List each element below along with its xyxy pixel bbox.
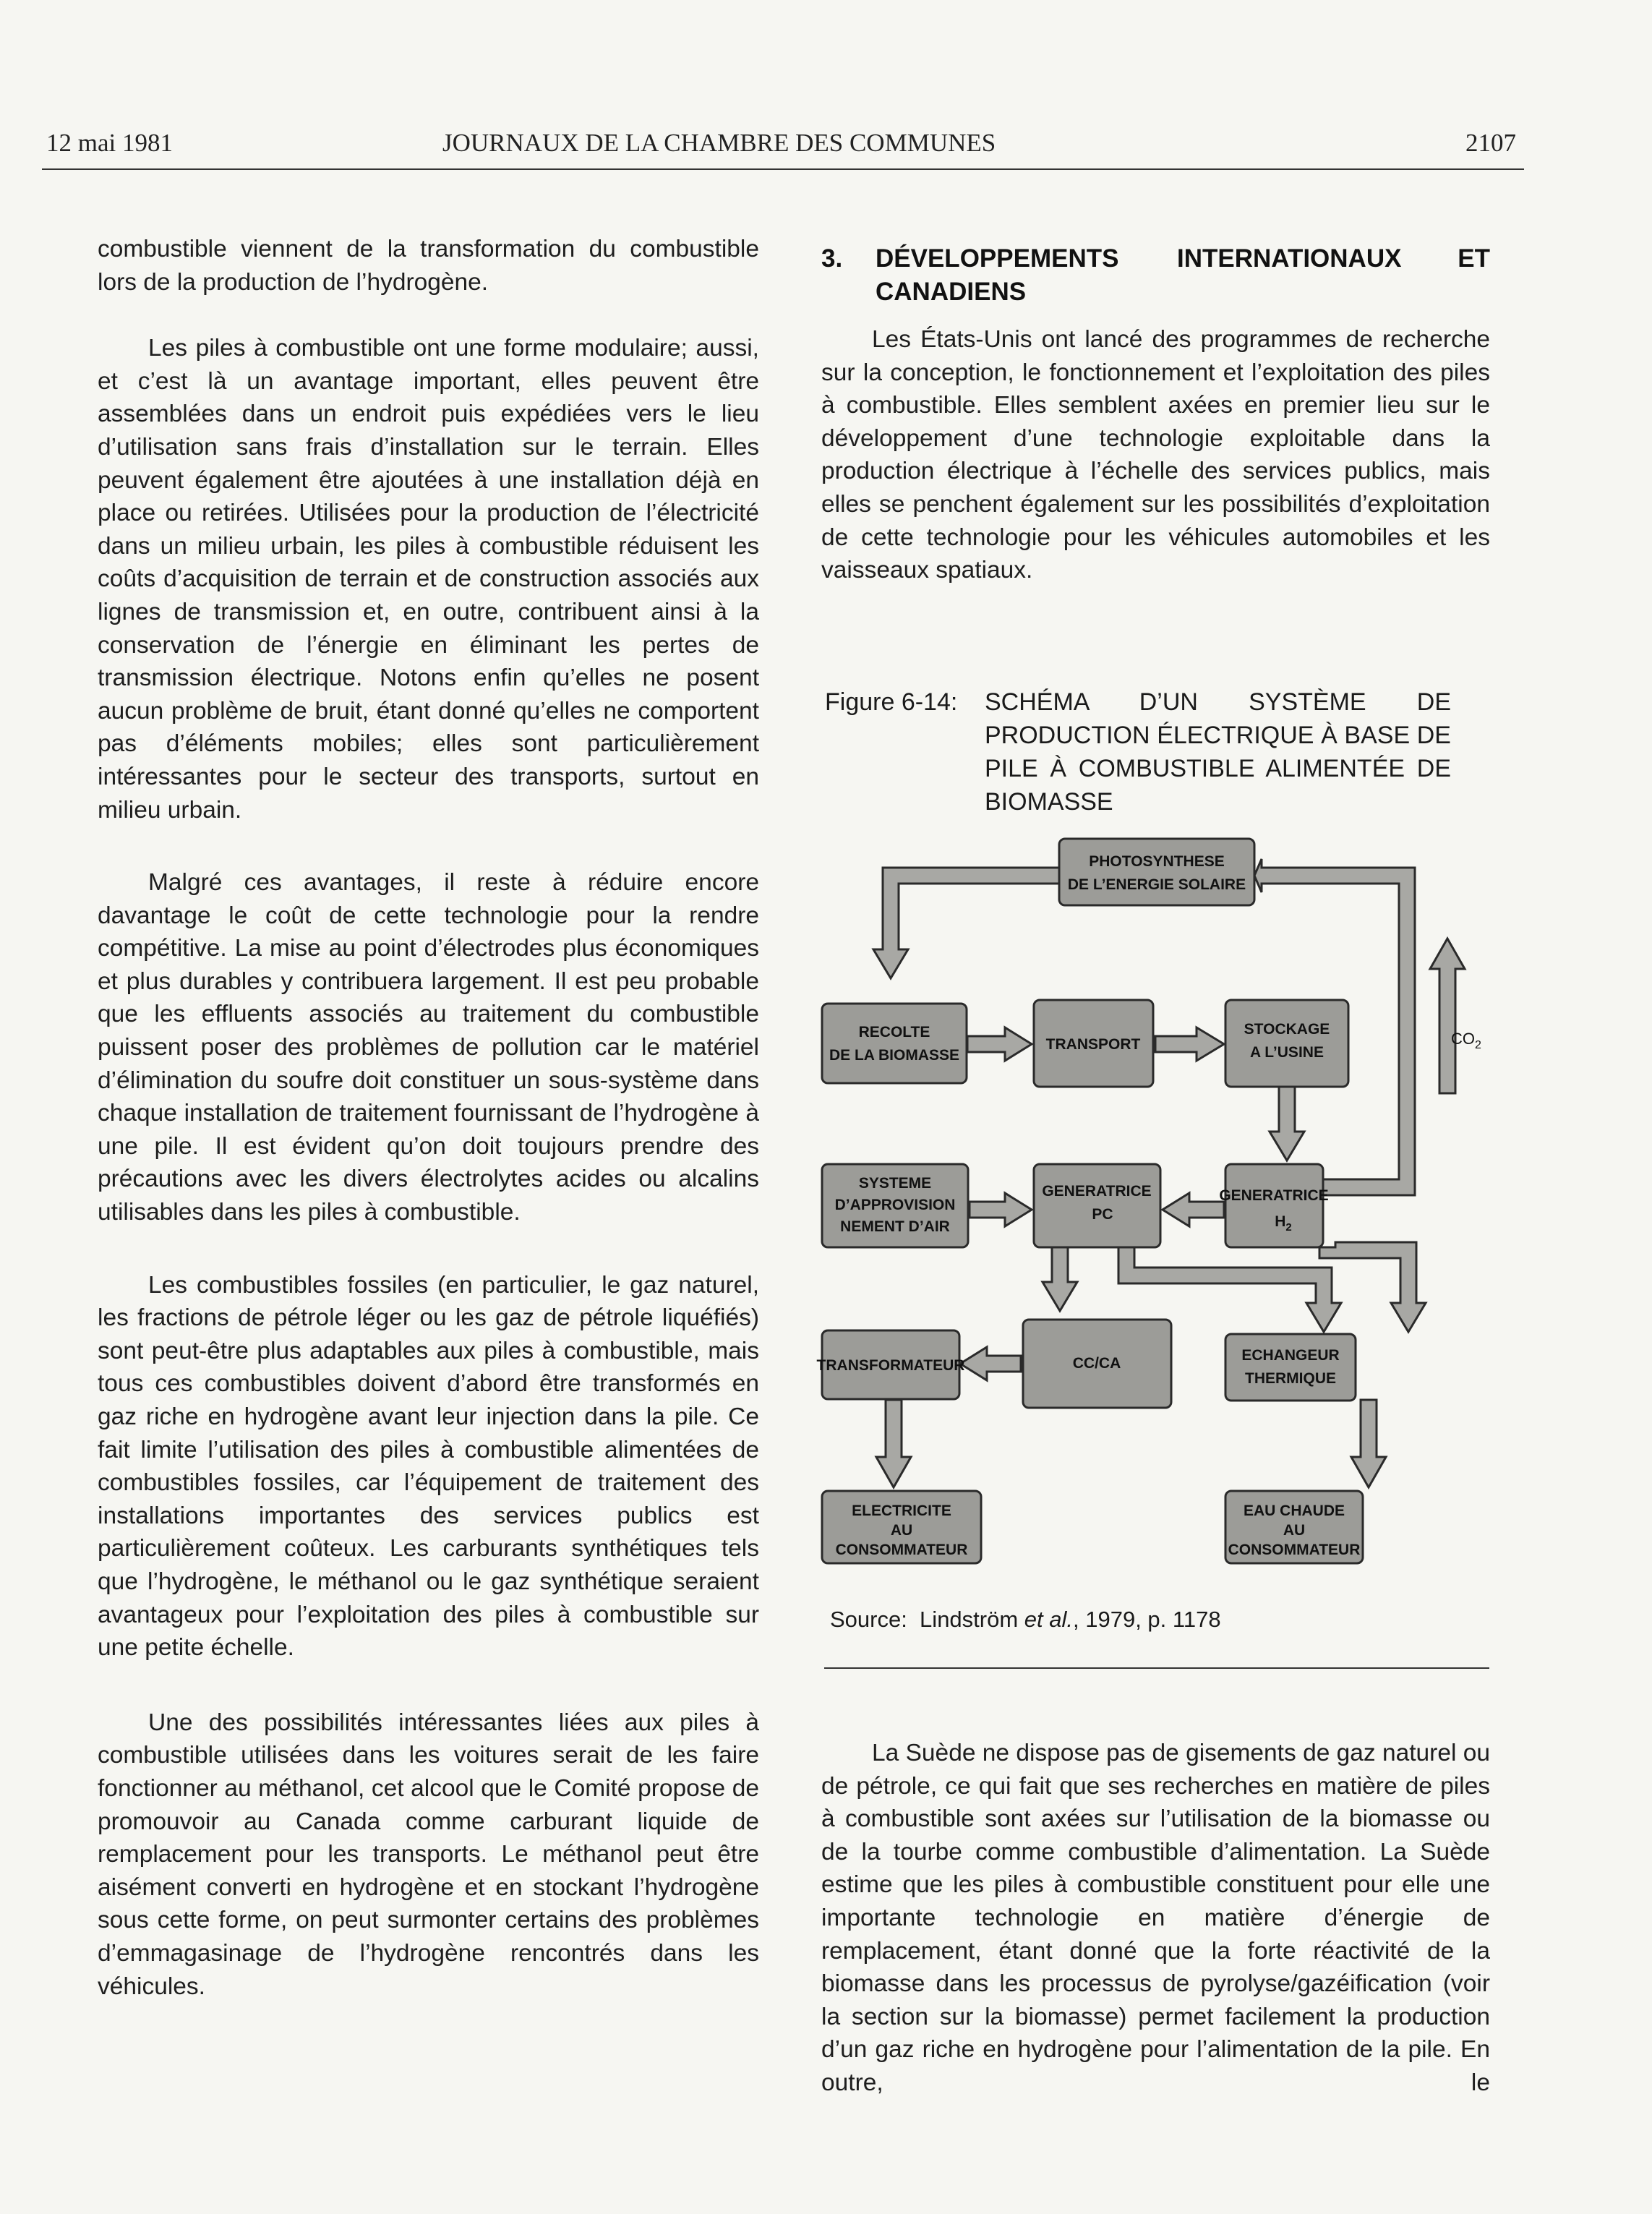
box-generatrice-h2-line-1: GENERATRICE: [1219, 1187, 1329, 1204]
left-column: [98, 233, 759, 2003]
box-recolte: [822, 1004, 967, 1083]
box-eau-line-1: EAU CHAUDE: [1243, 1503, 1345, 1519]
arrow-ccca-to-transformateur: [960, 1347, 1021, 1380]
source-suffix: , 1979, p. 1178: [1073, 1607, 1221, 1632]
box-electricite: [822, 1491, 981, 1563]
box-photosynthese-line-1: PHOTOSYNTHESE: [1089, 853, 1225, 870]
left-paragraph-3: Malgré ces avantages, il reste à réduire encore davantage le coût de cette technologie pour la rendre compétitive. La mise au point d’électrodes plus économiques et plus durables y contribuera largement. Il est peu probable que les effluents associés au traitement du combustible puissent poser des problèmes de pollution car le matériel d’élimination du soufre doit constituer un sous-système dans chaque installation de traitement fournissant de l’hydrogène à une pile. Il est évident qu’on doit toujours prendre des précautions avec les divers électrolytes acides ou alcalins utilisables dans les piles à combustible.: [98, 869, 759, 1226]
box-transport: [1034, 1000, 1153, 1087]
section-title-word-1: DÉVELOPPEMENTS: [876, 244, 1119, 273]
box-systeme-line-2: D’APPROVISION: [834, 1197, 956, 1213]
left-paragraph-1: combustible viennent de la transformation du combustible lors de la production de l’hydrogène.: [98, 236, 759, 296]
box-photosynthese: [1059, 839, 1254, 905]
arrow-transport-to-stockage: [1155, 1027, 1224, 1061]
section-title-word-4: CANADIENS: [876, 278, 1027, 306]
box-generatrice-h2: [1219, 1164, 1328, 1247]
left-paragraph-5: Une des possibilités intéressantes liées aux piles à combustible utilisées dans les voitures serait de les faire fonctionner au méthanol, cet alcool que le Comité propose de promouvoir au Canada comme carburant liquide de remplacement pour les transports. Le méthanol peut être aisément converti en hydrogène et en stockant l’hydrogène sous cette forme, on peut surmonter certains des problèmes d’emmagasinage de l’hydrogène rencontrés dans les véhicules.: [98, 1709, 759, 2000]
box-electricite-line-1: ELECTRICITE: [852, 1503, 951, 1519]
box-echangeur: [1225, 1334, 1356, 1401]
figure-source: [830, 1607, 1221, 1633]
right-paragraph-1: Les États-Unis ont lancé des programmes de recherche sur la conception, le fonctionnement et l’exploitation des piles à combustible. Elles semblent axées en premier lieu sur le développement d’une technologie exploitable dans la production électrique à l’échelle des services publics, mais elles se penchent également sur les possibilités d’exploitation de cette technologie pour les véhicules automobiles et les vaisseaux spatiaux.: [821, 326, 1490, 584]
figure-title: SCHÉMA D’UN SYSTÈME DE PRODUCTION ÉLECTRIQUE À BASE DE PILE À COMBUSTIBLE ALIMENTÉE DE BIOMASSE: [985, 688, 1451, 816]
box-electricite-line-2: AU: [890, 1522, 913, 1539]
arrow-h2-to-pc: [1163, 1193, 1224, 1226]
co2-label: $CO_2$: [1451, 1030, 1481, 1051]
box-recolte-line-1: RECOLTE: [858, 1024, 930, 1040]
box-transport-label: TRANSPORT: [1045, 1036, 1141, 1053]
arrow-pc-to-ccca: [1043, 1247, 1077, 1311]
header-date: 12 mai 1981: [46, 129, 173, 157]
box-systeme-line-1: SYSTEME: [858, 1175, 932, 1192]
arrow-photosynthese-to-recolte: [873, 868, 1059, 978]
left-paragraph-4: Les combustibles fossiles (en particulier, le gaz naturel, les fractions de pétrole léger ou les gaz de pétrole liquéfiés) sont peut-être plus adaptables aux piles à combustible, mais tous ces combustibles doivent d’abord être transformés en gaz riche en hydrogène avant leur injection dans la pile. Ce fait limite l’utilisation des piles à combustible alimentées de combustibles fossiles, car l’équipement de traitement des installations importantes des services publics est particulièrement coûteux. Les carburants synthétiques tels que l’hydrogène, le méthanol ou le gaz synthétique seraient avantageux pour l’exploitation des piles à combustible sur une petite échelle.: [98, 1271, 759, 1662]
box-photosynthese-line-2: DE L’ENERGIE SOLAIRE: [1067, 876, 1246, 893]
figure-source-rule: [824, 1667, 1489, 1669]
section-title-word-3: ET: [1458, 244, 1490, 273]
box-recolte-line-2: DE LA BIOMASSE: [829, 1047, 960, 1064]
arrow-recolte-to-transport: [967, 1027, 1032, 1061]
fuel-cell-diagram: [813, 824, 1507, 1583]
box-stockage: [1225, 1000, 1348, 1087]
left-paragraph-2: Les piles à combustible ont une forme modulaire; aussi, et c’est là un avantage important, elles peuvent être assemblées dans un endroit puis expédiées vers le lieu d’utilisation sans frais d’installation sur le terrain. Elles peuvent également être ajoutées à une installation déjà en place ou retirées. Utilisées pour la production de l’électricité dans un milieu urbain, les piles à combustible réduisent les coûts d’acquisition de terrain et de construction associés aux lignes de transmission et, en outre, contribuent ainsi à la conservation de l’énergie en éliminant les pertes de transmission électrique. Notons enfin qu’elles ne posent aucun problème de bruit, étant donné qu’elles ne comportent pas d’éléments mobiles; elles sont particulièrement intéressantes pour le secteur des transports, surtout en milieu urbain.: [98, 335, 759, 824]
box-systeme: [822, 1164, 968, 1247]
header-title: JOURNAUX DE LA CHAMBRE DES COMMUNES: [442, 129, 996, 157]
box-generatrice-pc: [1034, 1164, 1160, 1247]
source-prefix: Source: Lindström: [830, 1607, 1024, 1632]
arrow-stockage-to-h2: [1270, 1086, 1304, 1161]
box-ccca-label: CC/CA: [1072, 1355, 1121, 1372]
box-transformateur-label: TRANSFORMATEUR: [816, 1357, 965, 1374]
source-italic: et al.: [1024, 1607, 1074, 1632]
running-header: [0, 129, 1652, 172]
box-echangeur-line-2: THERMIQUE: [1245, 1370, 1336, 1387]
box-eau-line-2: AU: [1283, 1522, 1306, 1539]
box-echangeur-line-1: ECHANGEUR: [1241, 1347, 1340, 1364]
figure-label: Figure 6-14:: [825, 688, 958, 716]
box-generatrice-h2-line-2: $H_2$: [1275, 1213, 1292, 1234]
arrow-systeme-to-pc: [970, 1193, 1032, 1226]
box-eau-line-3: CONSOMMATEUR: [1228, 1542, 1361, 1558]
section-title-word-2: INTERNATIONAUX: [1177, 244, 1402, 273]
box-generatrice-pc-line-1: GENERATRICE: [1042, 1183, 1152, 1200]
box-stockage-line-1: STOCKAGE: [1244, 1021, 1330, 1038]
right-paragraph-2: La Suède ne dispose pas de gisements de gaz naturel ou de pétrole, ce qui fait que ses recherches en matière de piles à combustible sont axées sur l’utilisation de la biomasse ou de la tourbe comme combustible d’alimentation. La Suède estime que les piles à combustible constituent pour elle une importante technologie en matière d’énergie de remplacement, étant donné que la forte réactivité de la biomasse dans les processus de pyrolyse/gazéification (voir la section sur la biomasse) permet facilement la production d’un gaz riche en hydrogène pour l’alimentation de la pile. En outre, le: [821, 1740, 1490, 2096]
box-electricite-line-3: CONSOMMATEUR: [835, 1542, 968, 1558]
box-generatrice-pc-line-2: PC: [1092, 1206, 1113, 1223]
header-page-number: 2107: [1465, 129, 1516, 157]
box-ccca: [1023, 1320, 1171, 1408]
arrow-co2-up: [1430, 939, 1465, 1093]
box-stockage-line-2: A L’USINE: [1250, 1044, 1324, 1061]
box-transformateur: [817, 1330, 965, 1399]
right-column-bottom: [821, 1737, 1490, 2100]
arrow-echangeur-to-eau: [1351, 1400, 1386, 1487]
right-column-top: [821, 323, 1490, 587]
header-rule: [42, 168, 1524, 170]
box-eau-chaude: [1225, 1491, 1363, 1563]
arrow-h2-to-echangeur: [1319, 1242, 1426, 1332]
box-systeme-line-3: NEMENT D’AIR: [840, 1218, 950, 1235]
section-number: 3.: [821, 244, 843, 273]
arrow-transformateur-to-electricite: [876, 1400, 911, 1487]
